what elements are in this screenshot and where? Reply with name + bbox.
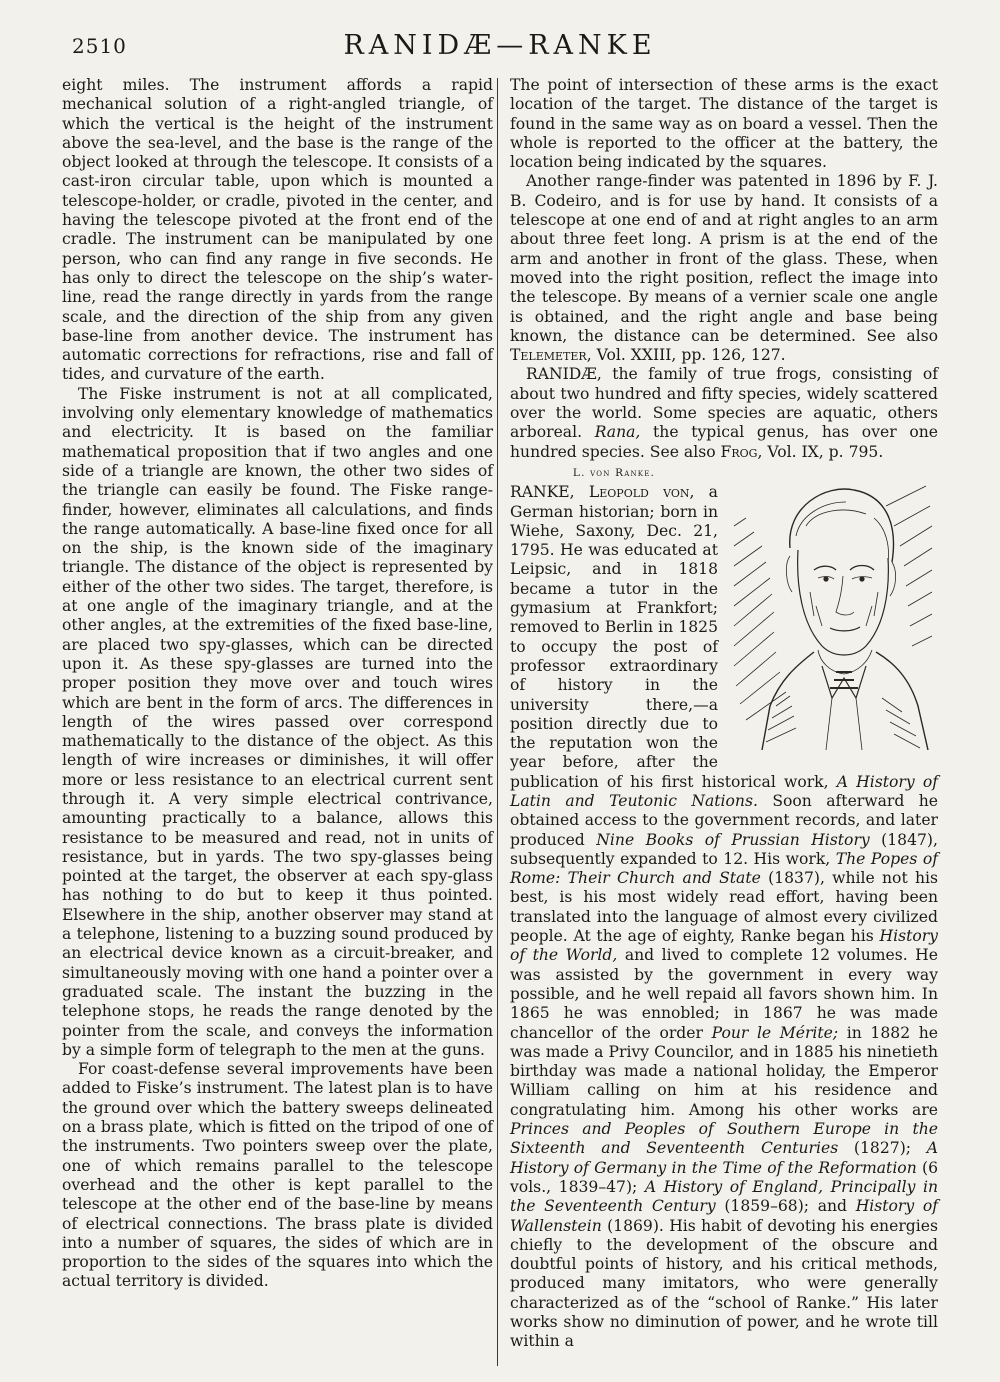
left-column [62,76,493,1292]
cross-reference-telemeter: Telemeter [510,346,587,365]
page-header [0,30,1000,70]
paragraph-rangefinder-continued: eight miles. The instrument affords a rapid mechanical solution of a right-angled triangle, of which the vertical is the height of the instrument above the sea-level, and the base is the range of the object looked at through the telescope. It consists of a cast-iron circular table, upon which is mounted a telescope-holder, or cradle, pivoted in the center, and having the telescope pivoted at the front end of the cradle. The instrument can be manipulated by one person, who can find any range in five seconds. He has only to direct the telescope on the ship’s water-line, read the range directly in yards from the range scale, and the direction of the ship from any given base-line from another device. The instrument has automatic corrections for refractions, rise and fall of tides, and curvature of the earth. [62,76,493,384]
portrait-caption: L. von Ranke. [572,466,656,479]
paragraph-codeiro-rangefinder: Another range-finder was patented in 1896 by F. J. B. Codeiro, and is for use by hand. It consists of a telescope at one end of and at right angles to an arm about three feet long. A prism is at the end of the arm and another in front of the glass. These, when moved into the right position, reflect the image into the telescope. By means of a vernier scale one angle is obtained, and the right angle and base being known, the distance can be determined. See also Telemeter, Vol. XXIII, pp. 126, 127. [510,172,938,365]
paragraph-fiske-instrument: The Fiske instrument is not at all complicated, involving only elementary knowledge of mathematics and electricity. It is based on the familiar mathematical proposition that if two angles and one side of a triangle are known, the other two sides of the triangle can easily be found. The Fiske range-finder, however, eliminates all calculations, and finds the range automatically. A base-line fixed once for all on the ship, is the known side of the imaginary triangle. The distance of the object is represented by either of the other two sides. The target, therefore, is at one angle of the imaginary triangle, and at the other angles, at the extremities of the fixed base-line, are placed two spy-glasses, which can be directed upon it. As these spy-glasses are turned into the proper position they move over and touch wires which are bent in the form of arcs. The differences in length of the wires passed over correspond mathematically to the distance of the object. As this length of wire increases or diminishes, it will offer more or less resistance to an electrical current sent through it. A very simple electrical contrivance, amounting practically to a balance, allows this resistance to be measured and read, not in units of resistance, but in yards. The two spy-glasses being pointed at the target, the observer at each spy-glass has nothing to do but to keep it thus pointed. Elsewhere in the ship, another observer may stand at a telephone, listening to a buzzing sound produced by an electrical device known as a circuit-breaker, and simultaneously moving with one hand a pointer over a graduated scale. The instant the buzzing in the telephone stops, he reads the range denoted by the pointer from the scale, and conveys the information by a simple form of telegraph to the men at the guns. [62,384,493,1059]
entry-heading-ranke: RANKE, [510,483,575,502]
paragraph-coast-defense: For coast-defense several improvements have been added to Fiske’s instrument. The latest plan is to have the ground over which the battery sweeps delineated on a brass plate, which is fitted on the tripod of one of the instruments. Two pointers sweep over the plate, one of which remains parallel to the telescope overhead and the other is kept parallel to the telescope at the other end of the base-line by means of electrical connections. The brass plate is divided into a number of squares, the sides of which are in proportion to the sides of the squares into which the actual territory is divided. [62,1060,493,1291]
right-column: The point of intersection of these arms is the exact location of the target. The distance of the target is found in the same way as on board a vessel. Then the whole is reported to the officer at the battery, the location being indicated by the squares. Another range-finder was patented in 1896 by F. J. B. Codeiro, and is for use by hand. It consists of a telescope at one end of and at right angles to an arm about three feet long. A prism is at the end of the arm and another in front of the glass. These, when moved into the right position, reflect the image into the telescope. By means of a vernier scale one angle is obtained, and the right angle and base being known, the distance can be determined. See also Telemeter, Vol. XXIII, pp. 126, 127. RANIDÆ, the family of true frogs, consisting of about two hundred and fifty species, widely scattered over the world. Some species are aquatic, others arboreal. Rana, the typical genus, has over one hundred species. See also Frog, Vol. IX, p. 795. L. von Ranke. RANKE, Leopold von, a German historian; born in Wiehe, Saxony, Dec. 21, 1795. He was educated at Leipsic, and in 1818 became a tutor in the gymasium at Frankfort; removed to Berlin in 1825 to occupy the post of professor extraordinary of history in the university there,—a position directly due to the reputation won the year before, after the publication of his first historical work, A History of Latin and Teutonic Nations. Soon afterward he obtained access to the government records, and later produced Nine Books of Prussian History (1847), subsequently expanded to 12. His work, The Popes of Rome: Their Church and State (1837), while not his best, is his most widely read effort, having been translated into the language of almost every civilized people. At the age of eighty, Ranke began his History of the World, and lived to complete 12 volumes. He was assisted by the government in every way possible, and he well repaid all favors shown him. In 1865 he was ennobled; in 1867 he was made chancellor of the order Pour le Mérite; in 1882 he was made a Privy Councilor, and in 1885 his ninetieth birthday was made a national holiday, the Emperor William calling on him at his residence and congratulating him. Among his other works are Princes and Peoples of Southern Europe in the Sixteenth and Seventeenth Centuries (1827); A History of Germany in the Time of the Reformation (6 vols., 1839–47); A History of England, Principally in the Seventeenth Century (1859–68); and History of Wallenstein (1869). His habit of devoting his energies chiefly to the development of the obscure and doubtful points of history, and his critical methods, produced many imitators, who were generally characterized as of the “school of Ranke.” His later works show no diminution of power, and he wrote till within a [510,76,939,1351]
paragraph-target-location: The point of intersection of these arms is the exact location of the target. The distance of the target is found in the same way as on board a vessel. Then the whole is reported to the officer at the battery, the location being indicated by the squares. [510,76,938,172]
portrait-figure [726,466,938,768]
cross-reference-frog: Frog [720,442,758,461]
entry-heading-ranidae: RANIDÆ, [526,365,602,384]
portrait-engraving [726,466,938,750]
column-divider [497,78,498,1366]
entry-ranidae: RANIDÆ, the family of true frogs, consisting of about two hundred and fifty species, widely scattered over the world. Some species are aquatic, others arboreal. Rana, the typical genus, has over one hundred species. See also Frog, Vol. IX, p. 795. [510,365,938,461]
page-number: 2510 [72,34,127,58]
running-title: RANIDÆ—RANKE [343,30,657,61]
